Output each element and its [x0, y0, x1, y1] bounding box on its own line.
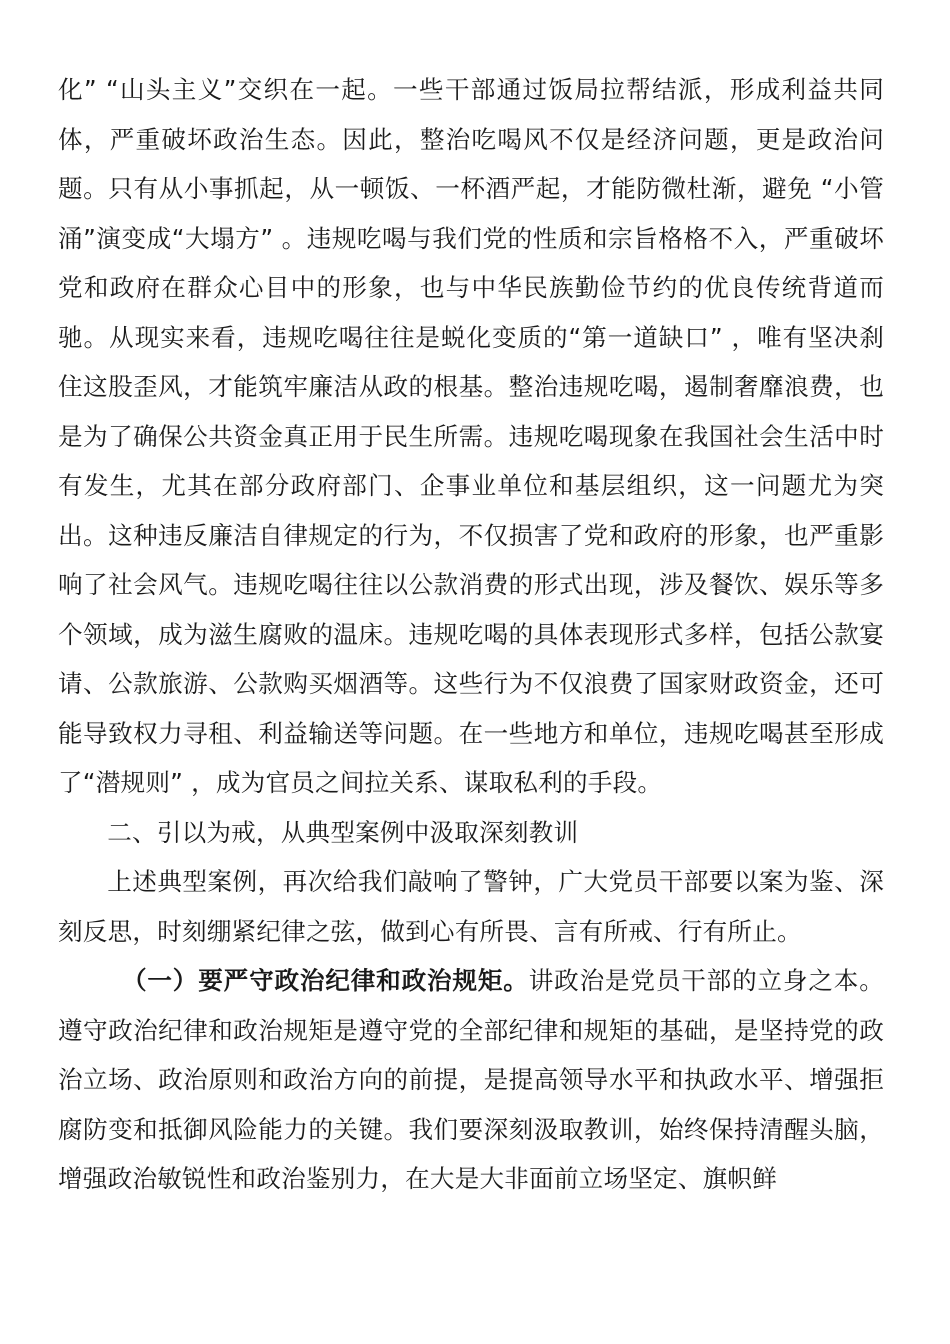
- body-paragraph: 上述典型案例，再次给我们敲响了警钟，广大党员干部要以案为鉴、深刻反思，时刻绷紧纪律之弦，做到心有所畏、言有所戒、行有所止。: [58, 867, 884, 946]
- subsection-body: 讲政治是党员干部的立身之本。遵守政治纪律和政治规矩是遵守党的全部纪律和规矩的基础，是坚持党的政治立场、政治原则和政治方向的前提，是提高领导水平和执政水平、增强拒腐防变和抵御风险能力的关键。我们要深刻汲取教训，始终保持清醒头脑，增强政治敏锐性和政治鉴别力，在大是大非面前立场坚定、旗帜鲜: [58, 966, 884, 1193]
- subsection-heading: （一）要严守政治纪律和政治规矩。: [121, 966, 529, 995]
- section-heading: 二、引以为戒，从典型案例中汲取深刻教训: [107, 817, 579, 847]
- document-body: [58, 65, 884, 1204]
- body-paragraph-continuation: 化” “山头主义”交织在一起。一些干部通过饭局拉帮结派，形成利益共同体，严重破坏政治生态。因此，整治吃喝风不仅是经济问题，更是政治问题。只有从小事抓起，从一顿饭、一杯酒严起，才能防微杜渐，避免 “小管涌”演变成“大塌方” 。违规吃喝与我们党的性质和宗旨格格不入，严重破坏党和政府在群众心目中的形象，也与中华民族勤俭节约的优良传统背道而驰。从现实来看，违规吃喝往往是蜕化变质的“第一道缺口” ，唯有坚决刹住这股歪风，才能筑牢廉洁从政的根基。整治违规吃喝，遏制奢靡浪费，也是为了确保公共资金真正用于民生所需。违规吃喝现象在我国社会生活中时有发生，尤其在部分政府部门、企事业单位和基层组织，这一问题尤为突出。这种违反廉洁自律规定的行为，不仅损害了党和政府的形象，也严重影响了社会风气。违规吃喝往往以公款消费的形式出现，涉及餐饮、娱乐等多个领域，成为滋生腐败的温床。违规吃喝的具体表现形式多样，包括公款宴请、公款旅游、公款购买烟酒等。这些行为不仅浪费了国家财政资金，还可能导致权力寻租、利益输送等问题。在一些地方和单位，违规吃喝甚至形成了“潜规则” ，成为官员之间拉关系、谋取私利的手段。: [58, 75, 884, 797]
- subsection-paragraph: [58, 956, 884, 1204]
